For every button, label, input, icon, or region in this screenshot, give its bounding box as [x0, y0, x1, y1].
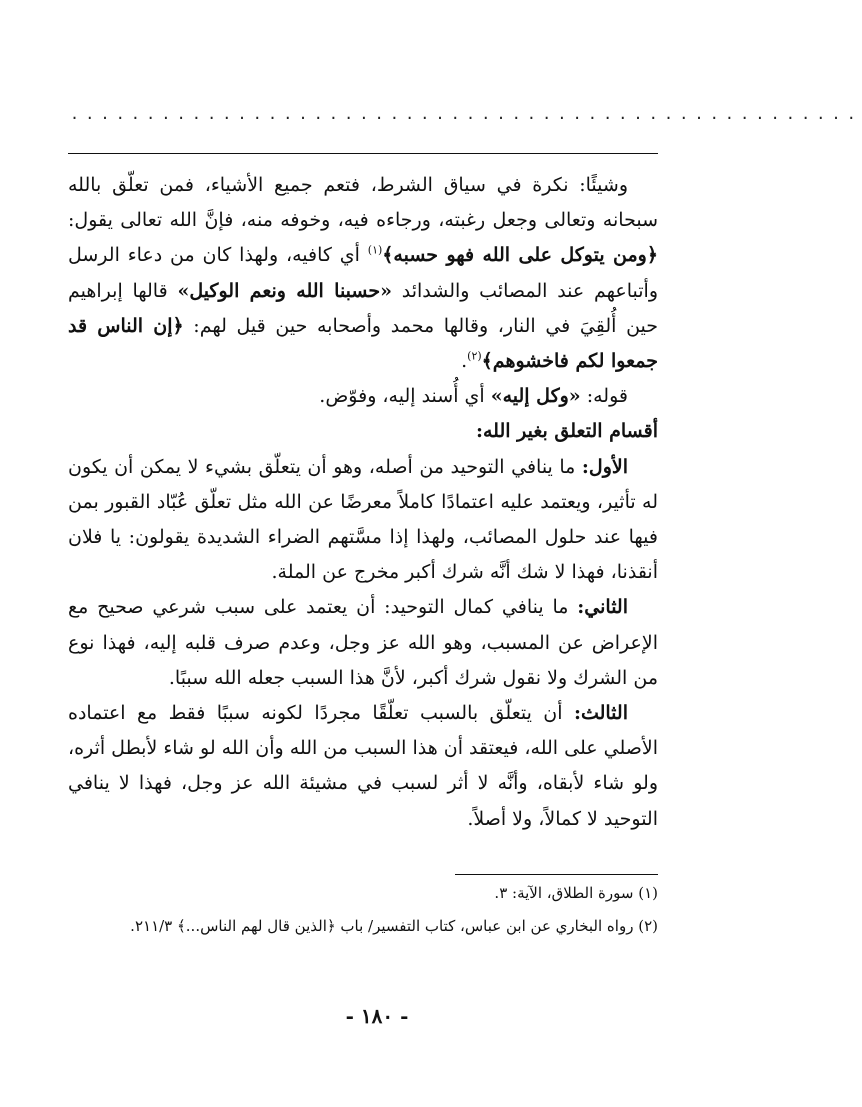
p1-text-4: .: [461, 350, 468, 373]
header-dotted-line: ....................................................: [70, 105, 862, 123]
paragraph-third: [68, 696, 658, 837]
label-third: الثالث:: [573, 702, 628, 725]
paragraph-wukila: [68, 379, 658, 414]
p1-text-3: قالها إبراهيم حين أُلقِيَ في النار، وقالها محمد وأصحابه حين قيل لهم:: [68, 279, 659, 337]
main-text: [68, 168, 658, 837]
section-heading: أقسام التعلق بغير الله:: [475, 420, 658, 443]
text-first: ما ينافي التوحيد من أصله، وهو أن يتعلّق بشيء لا يمكن أن يكون له تأثير، ويعتمد عليه اعتمادًا كاملاً معرضًا عن الله مثل تعلّق عُبّاد القبور بمن فيها عند حلول المصائب، ولهذا إذا مسَّتهم الضراء الشديدة يقولون: يا فلان أنقذنا، فهذا لا شك أنَّه شرك أكبر مخرج عن الملة.: [68, 455, 658, 584]
label-second: الثاني:: [577, 596, 628, 619]
footnote-2: (٢) رواه البخاري عن ابن عباس، كتاب التفسير/ باب ﴿الذين قال لهم الناس...﴾ ٢١١/٣.: [130, 917, 658, 935]
footnote-1: (١) سورة الطلاق، الآية: ٣.: [494, 884, 658, 902]
p1-text-1: وشيئًا: نكرة في سياق الشرط، فتعم جميع الأشياء، فمن تعلّق بالله سبحانه وتعالى وجعل رغبته، ورجاءه فيه، وخوفه منه، فإنَّ الله تعالى يقول:: [68, 174, 658, 232]
footnotes: [68, 880, 658, 946]
footnote-rule: [455, 874, 658, 875]
text-third: أن يتعلّق بالسبب تعلّقًا مجردًا لكونه سببًا فقط مع اعتماده الأصلي على الله، فيعتقد أن هذا السبب من الله وأن الله لو شاء لأبطل أثره، ولو شاء لأبقاه، وأنَّه لا أثر لسبب في مشيئة الله عز وجل، فهذا لا ينافي التوحيد لا كمالاً، ولا أصلاً.: [68, 702, 658, 830]
header-rule: [68, 153, 658, 154]
hadith-quote: «حسبنا الله ونعم الوكيل»: [177, 279, 392, 302]
p2-text-2: أي أُسند إليه، وفوّض.: [319, 385, 491, 408]
footnote-marker-2: (٢): [467, 349, 482, 363]
p2-text-1: قوله:: [580, 385, 628, 408]
quran-quote-1: ﴿ومن يتوكل على الله فهو حسبه﴾: [382, 244, 658, 267]
p1-text-2: أي كافيه، ولهذا كان من دعاء الرسل وأتباعهم عند المصائب والشدائد: [68, 244, 658, 302]
quote-wukila: «وكل إليه»: [490, 385, 581, 408]
quran-quote-2: ﴿إن الناس قد جمعوا لكم فاخشوهم﴾: [68, 314, 658, 373]
paragraph-shayan: [68, 168, 658, 379]
paragraph-second: [68, 590, 658, 696]
label-first: الأول:: [581, 455, 628, 478]
paragraph-first: [68, 450, 658, 591]
text-second: ما ينافي كمال التوحيد: أن يعتمد على سبب شرعي صحيح مع الإعراض عن المسبب، وهو الله عز وجل، وعدم صرف قلبه إليه، فهذا نوع من الشرك ولا نقول شرك أكبر، لأنَّ هذا السبب جعله الله سببًا.: [68, 596, 658, 689]
footnote-marker-1: (١): [367, 244, 383, 258]
page-number: - ١٨٠ -: [345, 1004, 409, 1028]
